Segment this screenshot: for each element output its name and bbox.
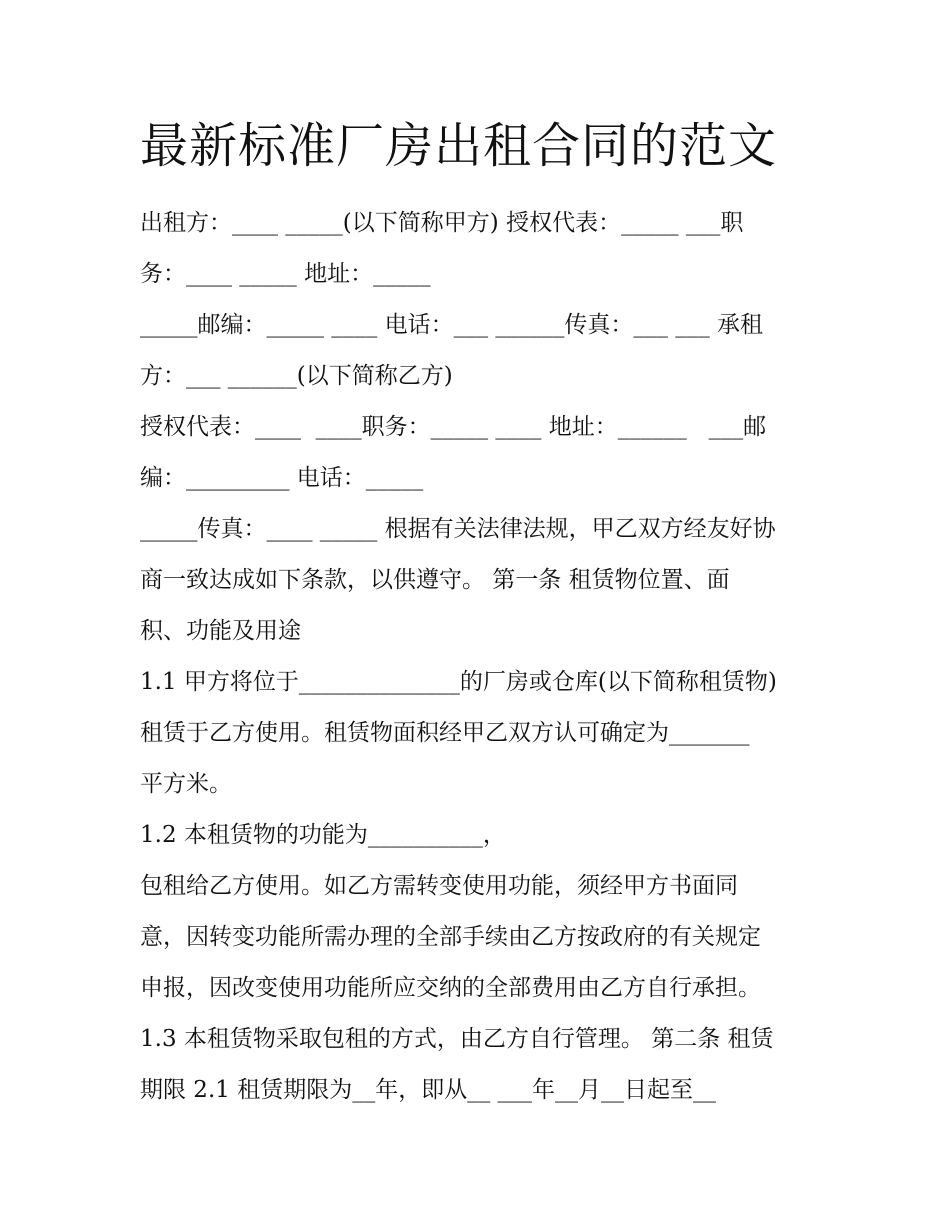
document-line: 1.3 本租赁物采取包租的方式，由乙方自行管理。 第二条 租赁 [140, 1026, 774, 1052]
document-line: 申报，因改变使用功能所应交纳的全部费用由乙方自行承担。 [140, 975, 761, 1001]
document-line: 租赁于乙方使用。租赁物面积经甲乙双方认可确定为_______ [140, 720, 750, 746]
document-line: 方：___ ______(以下简称乙方) [140, 363, 453, 389]
document-line: _____传真：____ _____ 根据有关法律法规，甲乙双方经友好协 [140, 516, 776, 542]
document-line: _____邮编：_____ ____ 电话：___ ______传真：___ ___ 承租 [140, 312, 764, 338]
document-line: 授权代表：____ ____职务：_____ ____ 地址：______ ___邮 [140, 414, 767, 440]
document-line: 务：____ _____ 地址：_____ [140, 261, 431, 287]
document-line: 平方米。 [140, 771, 232, 797]
document-line: 商一致达成如下条款，以供遵守。 第一条 租赁物位置、面 [140, 567, 730, 593]
document-line: 期限 2.1 租赁期限为__年，即从__ ___年__月__日起至__ [140, 1077, 717, 1103]
document-line: 1.1 甲方将位于______________的厂房或仓库(以下简称租赁物) [140, 669, 777, 695]
document-line: 积、功能及用途 [140, 618, 301, 644]
document-line: 出租方：____ _____(以下简称甲方) 授权代表：_____ ___职 [140, 210, 744, 236]
document-line: 意，因转变功能所需办理的全部手续由乙方按政府的有关规定 [140, 924, 761, 950]
document-line: 1.2 本租赁物的功能为__________， [140, 822, 506, 848]
document-line: 包租给乙方使用。如乙方需转变使用功能，须经甲方书面同 [140, 873, 738, 899]
document-line: 编：_________ 电话：_____ [140, 465, 424, 491]
document-title: 最新标准厂房出租合同的范文 [140, 118, 778, 174]
